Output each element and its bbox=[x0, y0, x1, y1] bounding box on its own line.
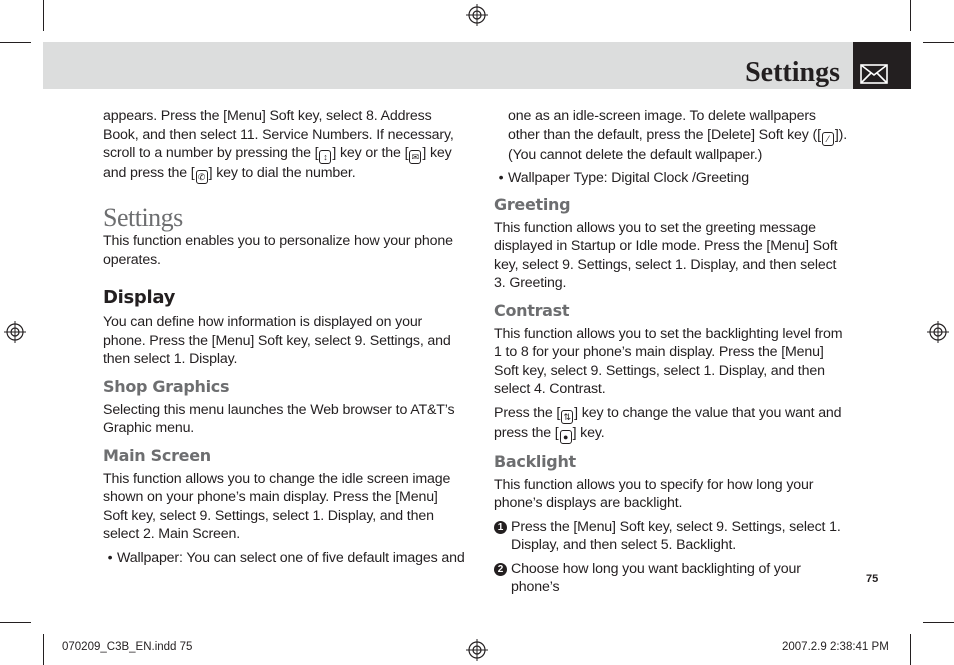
up-down-key-icon: ⇅ bbox=[561, 410, 573, 424]
greeting-heading: Greeting bbox=[494, 194, 571, 214]
ok-key-icon: ● bbox=[560, 430, 572, 444]
intro-paragraph bbox=[103, 107, 465, 184]
crop-mark bbox=[910, 634, 911, 665]
registration-mark-icon bbox=[4, 321, 26, 343]
display-description: You can define how information is displayed on your phone. Press the [Menu] Soft key, select 9. Settings, and then select 1. Display. bbox=[103, 314, 451, 367]
registration-mark-icon bbox=[466, 4, 488, 26]
soft-key-icon: ⁄ bbox=[822, 132, 834, 146]
backlight-description: This function allows you to specify for how long your phone’s displays are backlight. bbox=[494, 476, 814, 511]
intro-text-end: ] key to dial the number. bbox=[208, 165, 356, 181]
envelope-icon bbox=[860, 64, 888, 84]
wallpaper-continued-end: ]). (You cannot delete the default wallpaper.) bbox=[508, 126, 848, 163]
contrast-instruction-mid: ] key to change the value that you want and press the [ bbox=[494, 404, 842, 441]
crop-mark bbox=[910, 0, 911, 31]
contrast-heading: Contrast bbox=[494, 300, 570, 320]
main-screen-description: This function allows you to change the idle screen image shown on your phone’s main display. Press the [Menu] Soft key, select 9. Settings, select 1. Display, and then select 2. Main Screen. bbox=[103, 470, 451, 542]
right-column bbox=[494, 107, 849, 597]
chapter-tab bbox=[853, 42, 911, 89]
left-column bbox=[103, 107, 465, 567]
navigation-key-icon: ↕ bbox=[319, 150, 331, 164]
step-text: Press the [Menu] Soft key, select 9. Settings, select 1. Display, and then select 5. Backlight. bbox=[511, 518, 841, 553]
section-title: Settings bbox=[103, 203, 183, 232]
step-text: Choose how long you want backlighting of your phone’s bbox=[511, 560, 801, 595]
footer-timestamp: 2007.2.9 2:38:41 PM bbox=[782, 641, 889, 653]
crop-mark bbox=[43, 634, 44, 665]
step-number: 2 bbox=[494, 563, 507, 576]
wallpaper-type-text: Wallpaper Type: Digital Clock /Greeting bbox=[508, 170, 749, 186]
contrast-description: This function allows you to set the backlighting level from 1 to 8 for your phone’s main display. Press the [Menu] Soft key, select 9. Settings, select 1. Display, and then select 4. Contrast. bbox=[494, 325, 843, 397]
bullet-icon: • bbox=[107, 549, 113, 566]
crop-mark bbox=[0, 42, 31, 43]
intro-text-mid: ] key or the [ bbox=[332, 145, 409, 161]
registration-mark-icon bbox=[927, 321, 949, 343]
bullet-icon: • bbox=[498, 170, 504, 186]
crop-mark bbox=[923, 622, 954, 623]
wallpaper-bullet-text: Wallpaper: You can select one of five default images and bbox=[117, 549, 465, 566]
wallpaper-continued bbox=[494, 107, 849, 164]
list-item bbox=[103, 549, 465, 568]
crop-mark bbox=[923, 42, 954, 43]
backlight-heading: Backlight bbox=[494, 451, 576, 471]
shop-graphics-heading: Shop Graphics bbox=[103, 376, 230, 396]
crop-mark bbox=[43, 0, 44, 31]
contrast-instruction-end: ] key. bbox=[572, 424, 605, 441]
intro-text-mid2: ] key and press the [ bbox=[103, 145, 452, 181]
section-description: This function enables you to personalize how your phone operates. bbox=[103, 233, 453, 268]
page-number: 75 bbox=[866, 573, 879, 585]
intro-text: appears. Press the [Menu] Soft key, select 8. Address Book, and then select 11. Service Numbers. If necessary, scroll to a number by pressing the [ bbox=[103, 108, 454, 161]
send-key-icon: ✆ bbox=[196, 170, 208, 184]
step-item bbox=[494, 560, 849, 597]
wallpaper-continued-text: one as an idle-screen image. To delete wallpapers other than the default, press the [Delete] Soft key ([ bbox=[508, 108, 821, 143]
display-heading: Display bbox=[103, 287, 176, 308]
footer-file: 070209_C3B_EN.indd 75 bbox=[62, 641, 193, 653]
step-item bbox=[494, 518, 849, 555]
crop-mark bbox=[0, 622, 31, 623]
greeting-description: This function allows you to set the greeting message displayed in Startup or Idle mode. Press the [Menu] Soft key, select 9. Settings, select 1. Display, and then select 3. Greeting. bbox=[494, 219, 838, 291]
contrast-instruction bbox=[494, 404, 849, 444]
volume-key-icon: ✉ bbox=[409, 150, 421, 164]
contrast-instruction-text: Press the [ bbox=[494, 404, 561, 421]
shop-graphics-description: Selecting this menu launches the Web browser to AT&T’s Graphic menu. bbox=[103, 401, 455, 436]
list-item bbox=[494, 169, 849, 188]
main-screen-heading: Main Screen bbox=[103, 445, 211, 465]
page-title: Settings bbox=[745, 57, 840, 88]
registration-mark-icon bbox=[466, 639, 488, 661]
step-number: 1 bbox=[494, 521, 507, 534]
